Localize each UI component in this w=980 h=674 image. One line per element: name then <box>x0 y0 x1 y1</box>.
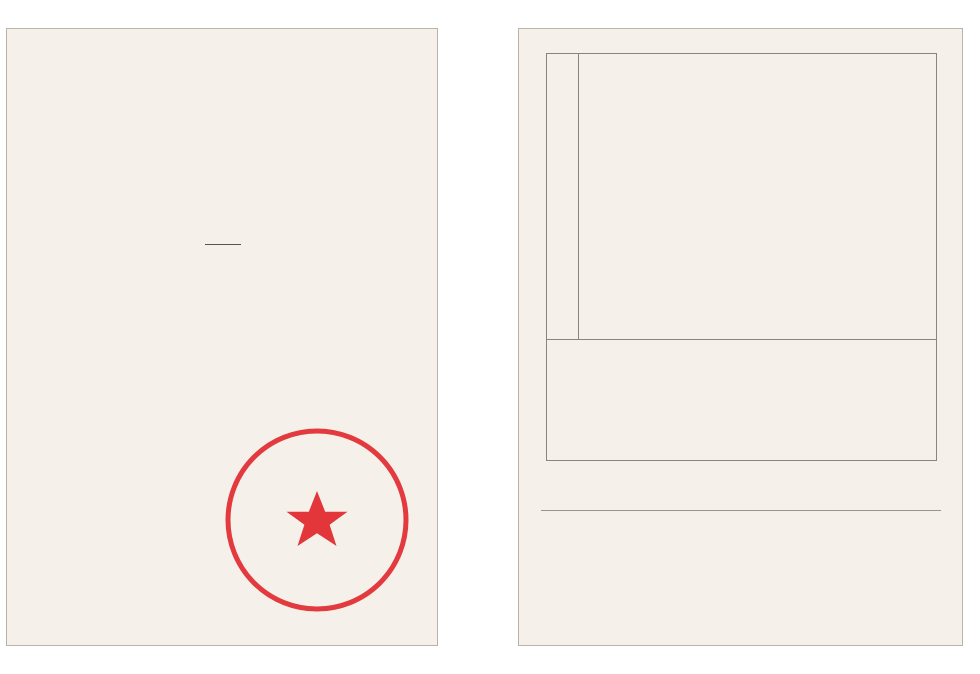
document-number <box>205 230 241 244</box>
basic-info-table <box>546 53 937 461</box>
notice-divider <box>541 510 941 511</box>
left-certificate-page <box>6 28 438 646</box>
right-details-page <box>518 28 963 646</box>
approval-statement <box>57 273 419 304</box>
basic-info-side-label <box>547 54 579 339</box>
document-number-value <box>205 230 241 245</box>
statement-line <box>57 273 419 304</box>
official-seal <box>222 425 412 615</box>
seal-star-icon <box>287 491 348 546</box>
